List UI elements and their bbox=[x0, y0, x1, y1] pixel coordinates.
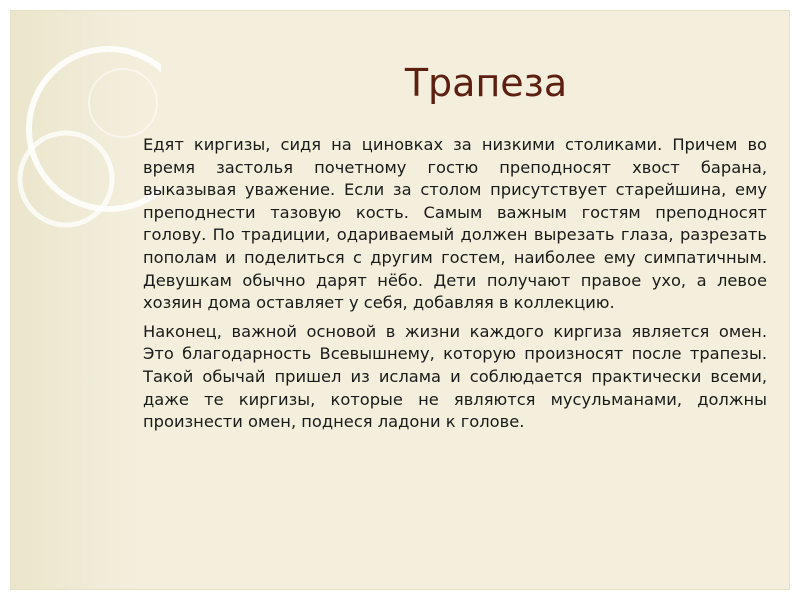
slide-body bbox=[143, 134, 767, 440]
ring-large bbox=[29, 49, 161, 209]
ring-inner bbox=[89, 69, 157, 137]
paragraph-1: Едят киргизы, сидя на циновках за низкими столиками. Причем во время застолья почетному гостю преподносят хвост барана, выказывая уважение. Если за столом присутствует старейшина, ему преподнести тазовую кость. Самым важным гостям преподносят голову. По традиции, одариваемый должен вырезать глаза, разрезать пополам и поделиться с другим гостем, наиболее ему симпатичным. Девушкам обычно дарят нёбо. Дети получают правое ухо, а левое хозяин дома оставляет у себя, добавляя в коллекцию. bbox=[143, 135, 767, 313]
paragraph-2: Наконец, важной основой в жизни каждого киргиза является омен. Это благодарность Всевышнему, которую произносят после трапезы. Такой обычай пришел из ислама и соблюдается практически всеми, даже те киргизы, которые не являются мусульманами, должны произнести омен, поднеся ладони к голове. bbox=[143, 321, 767, 432]
ring-small bbox=[20, 133, 112, 225]
slide-title: Трапеза bbox=[404, 61, 568, 105]
decorative-rings-icon bbox=[11, 11, 161, 311]
slide-frame bbox=[10, 10, 790, 590]
